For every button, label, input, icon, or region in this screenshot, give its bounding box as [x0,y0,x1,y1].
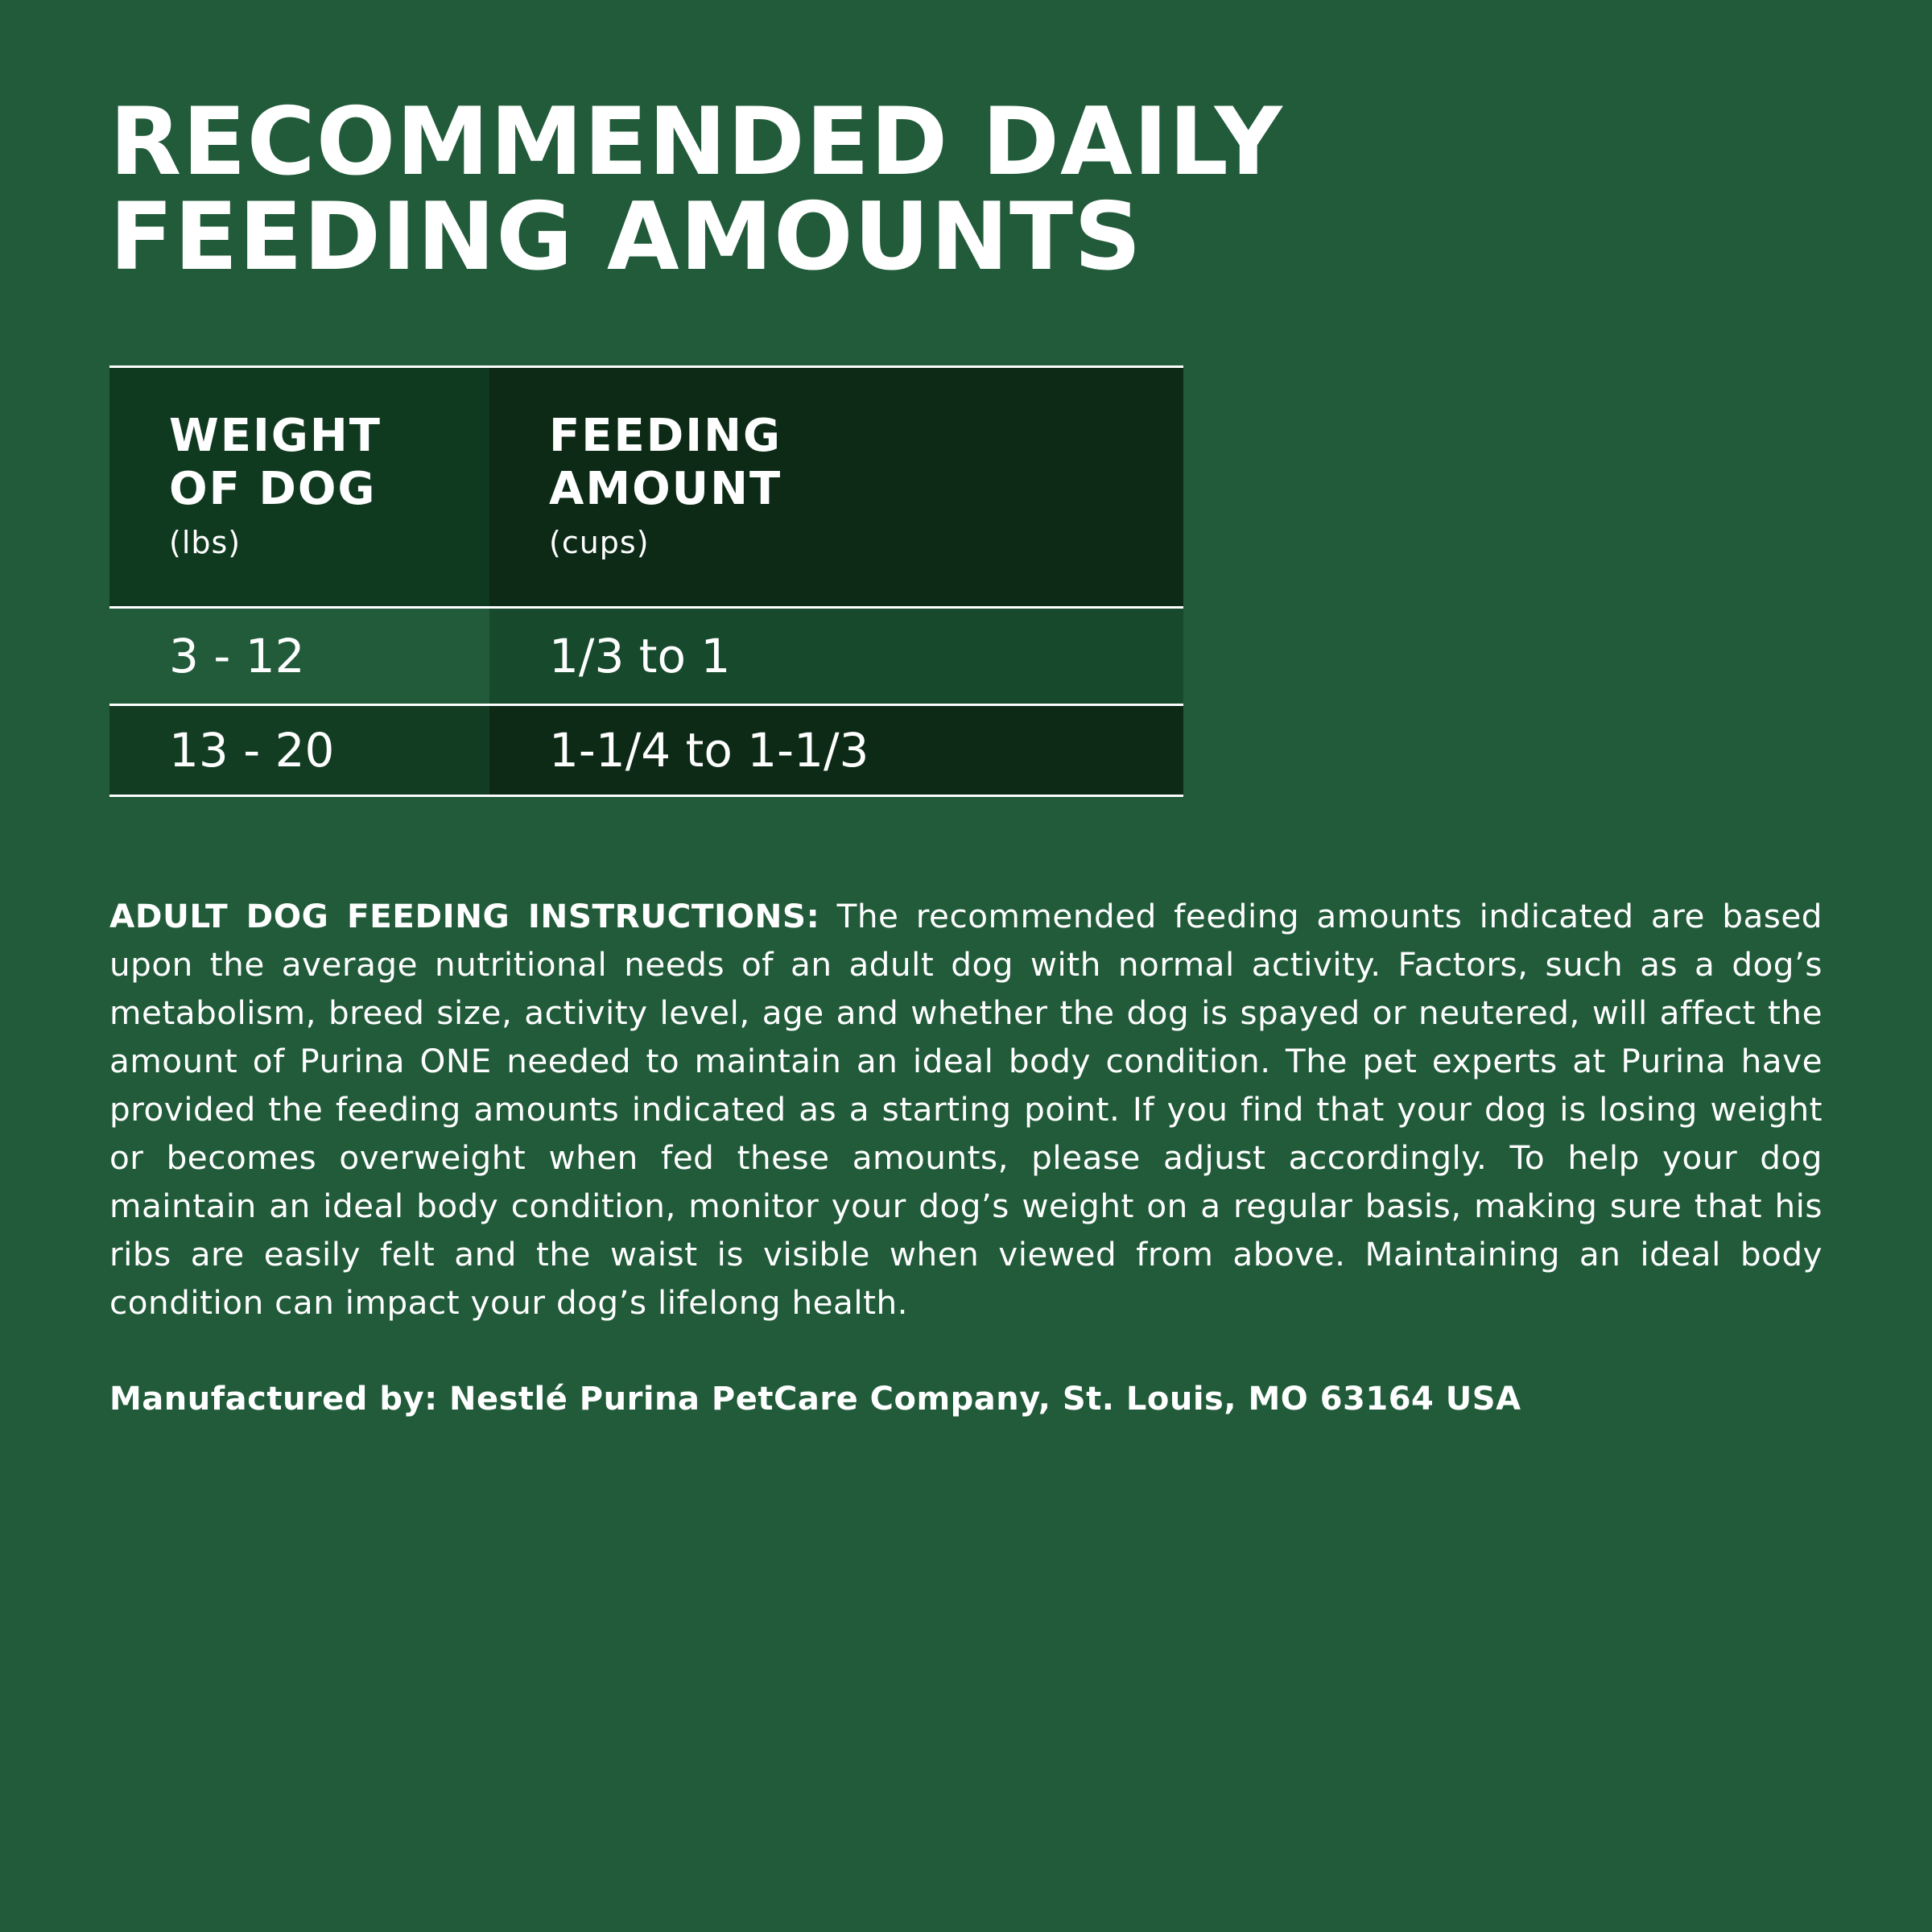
table-header-row [109,368,1183,606]
weight-cell: 3 - 12 [109,609,489,704]
page-title [109,88,1283,291]
header-amount-line-2: AMOUNT [549,463,782,515]
manufacturer-line: Manufactured by: Nestlé Purina PetCare Company, St. Louis, MO 63164 USA [109,1381,1521,1418]
feeding-table [109,365,1183,797]
header-amount-line-1: FEEDING [549,410,782,462]
feeding-instructions [109,892,1823,1327]
table-row [109,706,1183,795]
instructions-heading: ADULT DOG FEEDING INSTRUCTIONS: [109,897,820,935]
header-amount-unit: (cups) [549,525,650,560]
title-line-1: RECOMMENDED DAILY [109,88,1283,196]
header-weight-label [169,410,489,516]
instructions-text: The recommended feeding amounts indicated are based upon the average nutritional needs of an adult dog with normal activity. Factors, such as a dog’s metabolism, breed size, activity level, age and whether the dog is spayed or neutered, will affect the amount of Purina ONE needed to maintain an ideal body condition. The pet experts at Purina have provided the feeding amounts indicated as a starting point. If you find that your dog is losing weight or becomes overweight when fed these amounts, please adjust accordingly. To help your dog maintain an ideal body condition, monitor your dog’s weight on a regular basis, making sure that his ribs are easily felt and the waist is visible when viewed from above. Maintaining an ideal body condition can impact your dog’s lifelong health. [109,897,1823,1322]
header-weight [109,368,489,606]
header-amount-label [549,410,1183,516]
amount-cell: 1-1/4 to 1-1/3 [489,706,1183,795]
table-row [109,609,1183,704]
amount-cell: 1/3 to 1 [489,609,1183,704]
weight-cell: 13 - 20 [109,706,489,795]
header-weight-line-1: WEIGHT [169,410,382,462]
header-weight-unit: (lbs) [169,525,242,560]
title-line-2: FEEDING AMOUNTS [109,183,1142,291]
table-bottom-rule [109,795,1183,797]
header-weight-line-2: OF DOG [169,463,377,515]
header-amount [489,368,1183,606]
